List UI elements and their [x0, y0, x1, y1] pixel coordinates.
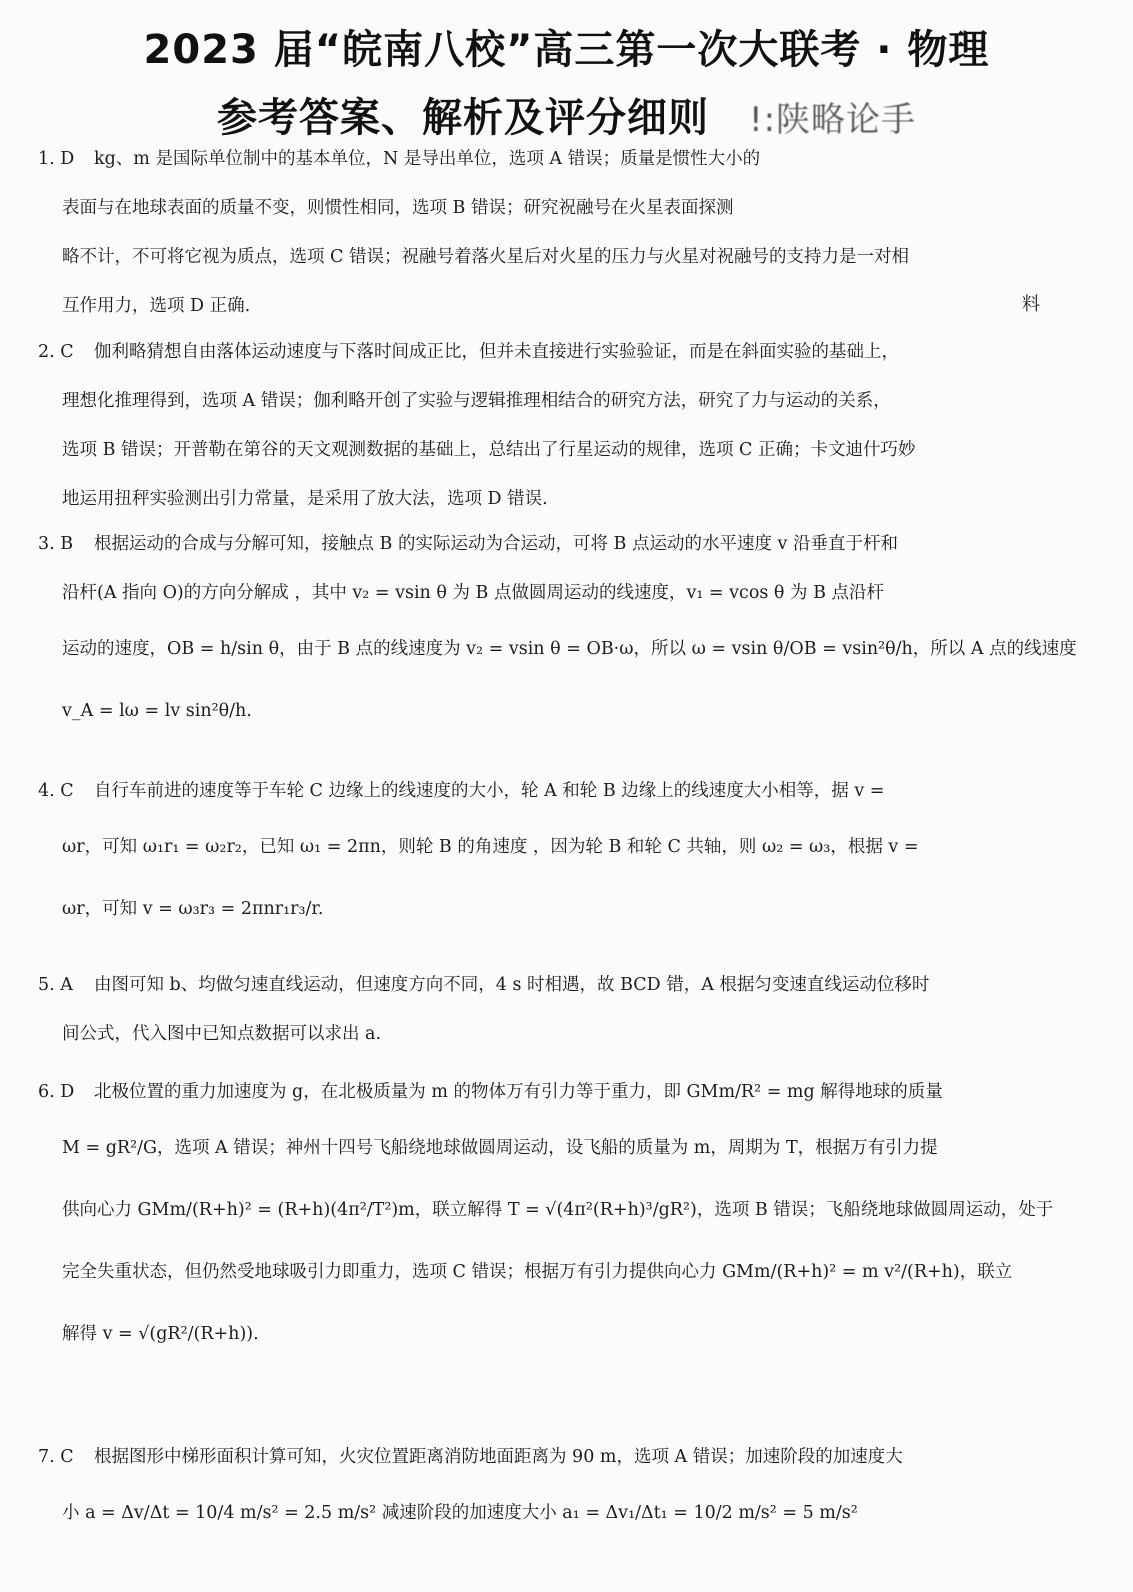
- item-line: 完全失重状态，但仍然受地球吸引力即重力，选项 C 错误；根据万有引力提供向心力 GMm/(R+h)² = m v²/(R+h)，联立: [62, 1262, 1013, 1282]
- answer-item-1: [38, 135, 1078, 331]
- item-line: 北极位置的重力加速度为 g，在北极质量为 m 的物体万有引力等于重力，即 GMm/R² = mg 解得地球的质量: [94, 1082, 943, 1102]
- answer-item-2: [38, 328, 1078, 524]
- answer-item-5: [38, 961, 1078, 1059]
- answer-item-6: [38, 1068, 1078, 1365]
- item-line: 理想化推理得到，选项 A 错误；伽利略开创了实验与逻辑推理相结合的研究方法，研究了力与运动的关系，: [62, 391, 891, 411]
- item-line: 供向心力 GMm/(R+h)² = (R+h)(4π²/T²)m，联立解得 T = √(4π²(R+h)³/gR²)，选项 B 错误；飞船绕地球做圆周运动，处于: [62, 1200, 1054, 1220]
- item-line: 伽利略猜想自由落体运动速度与下落时间成正比，但并未直接进行实验验证，而是在斜面实验的基础上，: [94, 342, 899, 362]
- subtitle-faded-text: !:陕略论手: [748, 100, 917, 140]
- item-line: 互作用力，选项 D 正确.: [62, 296, 251, 316]
- item-line: ωr，可知 ω₁r₁ = ω₂r₂，已知 ω₁ = 2πn，则轮 B 的角速度 ，因为轮 B 和轮 C 共轴，则 ω₂ = ω₃，根据 v =: [62, 837, 919, 857]
- item-line: 解得 v = √(gR²/(R+h)).: [62, 1324, 259, 1344]
- item-number: 4. C: [38, 781, 74, 801]
- item-line: 选项 B 错误；开普勒在第谷的天文观测数据的基础上，总结出了行星运动的规律，选项 C 正确；卡文迪什巧妙: [62, 440, 916, 460]
- item-number: 2. C: [38, 342, 74, 362]
- item-line: kg、m 是国际单位制中的基本单位，N 是导出单位，选项 A 错误；质量是惯性大小的: [94, 149, 761, 169]
- item-line: 运动的速度，OB = h/sin θ，由于 B 点的线速度为 v₂ = vsin θ = OB·ω，所以 ω = vsin θ/OB = vsin²θ/h，所以 A 点的线速度: [62, 639, 1077, 659]
- item-line: 表面与在地球表面的质量不变，则惯性相同，选项 B 错误；研究祝融号在火星表面探测: [62, 198, 734, 218]
- item-line: ωr，可知 v = ω₃r₃ = 2πnr₁r₃/r.: [62, 899, 324, 919]
- item-line: 根据运动的合成与分解可知，接触点 B 的实际运动为合运动，可将 B 点运动的水平速度 v 沿垂直于杆和: [94, 534, 898, 554]
- item-line: 间公式，代入图中已知点数据可以求出 a.: [62, 1024, 382, 1044]
- document-title: 2023 届“皖南八校”高三第一次大联考 · 物理: [143, 27, 990, 73]
- item-line: 沿杆(A 指向 O)的方向分解成 ，其中 v₂ = vsin θ 为 B 点做圆周运动的线速度，v₁ = vcos θ 为 B 点沿杆: [62, 583, 885, 603]
- answer-item-7: [38, 1433, 1078, 1544]
- item-line: 自行车前进的速度等于车轮 C 边缘上的线速度的大小，轮 A 和轮 B 边缘上的线速度大小相等，据 v =: [94, 781, 885, 801]
- answer-item-4: [38, 767, 1078, 940]
- item-line: 地运用扭秤实验测出引力常量，是采用了放大法，选项 D 错误.: [62, 489, 548, 509]
- item-line: 根据图形中梯形面积计算可知，火灾位置距离消防地面距离为 90 m，选项 A 错误；加速阶段的加速度大: [94, 1447, 903, 1467]
- item-number: 7. C: [38, 1447, 74, 1467]
- item-line: v_A = lω = lv sin²θ/h.: [62, 701, 252, 721]
- item-number: 5. A: [38, 975, 73, 995]
- item-line: M = gR²/G，选项 A 错误；神州十四号飞船绕地球做圆周运动，设飞船的质量为 m，周期为 T，根据万有引力提: [62, 1138, 938, 1158]
- item-line: 小 a = Δv/Δt = 10/4 m/s² = 2.5 m/s² 减速阶段的加速度大小 a₁ = Δv₁/Δt₁ = 10/2 m/s² = 5 m/s²: [62, 1503, 858, 1523]
- item-number: 6. D: [38, 1082, 75, 1102]
- item-line: 由图可知 b、均做匀速直线运动，但速度方向不同，4 s 时相遇，故 BCD 错，A 根据匀变速直线运动位移时: [94, 975, 930, 995]
- answer-item-3: [38, 520, 1078, 742]
- item-number: 3. B: [38, 534, 74, 554]
- subtitle-text: 参考答案、解析及评分细则: [216, 95, 709, 141]
- corner-mark: 料: [1022, 294, 1040, 315]
- item-line: 略不计，不可将它视为质点，选项 C 错误；祝融号着落火星后对火星的压力与火星对祝融号的支持力是一对相: [62, 247, 910, 267]
- item-number: 1. D: [38, 149, 75, 169]
